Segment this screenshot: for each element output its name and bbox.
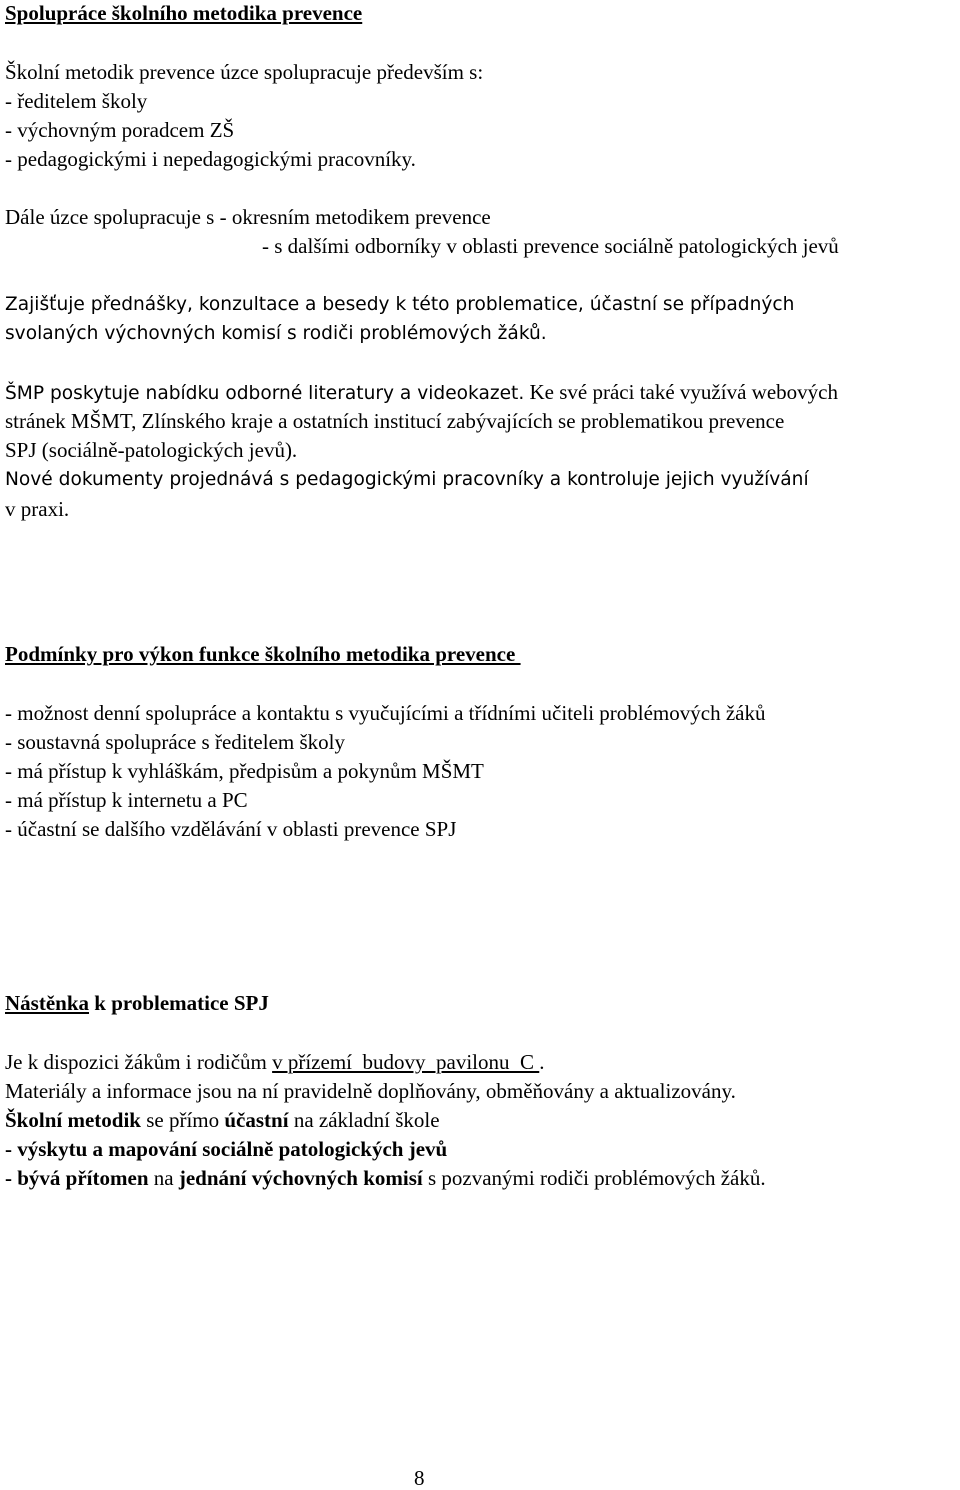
cooperation-item: - ředitelem školy <box>5 89 148 113</box>
lectures-paragraph-line: Zajišťuje přednášky, konzultace a besedy k této problematice, účastní se případných <box>5 294 795 315</box>
section-heading-cooperation: Spolupráce školního metodika prevence <box>5 1 363 25</box>
section-heading-noticeboard <box>5 991 269 1015</box>
participation-text: na <box>148 1166 179 1190</box>
literature-paragraph-line <box>5 380 838 406</box>
condition-item: - účastní se dalšího vzdělávání v oblasti prevence SPJ <box>5 817 457 841</box>
participation-text: s pozvanými rodiči problémových žáků. <box>422 1166 766 1190</box>
location-end: . <box>539 1050 545 1074</box>
cooperation-item: - pedagogickými i nepedagogickými pracovníky. <box>5 147 416 171</box>
literature-paragraph-line: SPJ (sociálně-patologických jevů). <box>5 438 298 462</box>
further-cooperation-line: Dále úzce spolupracuje s - okresním metodikem prevence <box>5 205 491 229</box>
section-heading-conditions: Podmínky pro výkon funkce školního metodika prevence <box>5 642 521 666</box>
participation-text: se přímo <box>140 1108 225 1132</box>
location-underlined: v přízemí budovy pavilonu C <box>272 1050 540 1074</box>
methodist-participation-line <box>5 1108 440 1132</box>
participation-text: na základní škole <box>288 1108 440 1132</box>
noticeboard-materials-line: Materiály a informace jsou na ní pravidelně doplňovány, obměňovány a aktualizovány. <box>5 1079 736 1103</box>
location-text: Je k dispozici žákům i rodičům <box>5 1050 273 1074</box>
cooperation-intro: Školní metodik prevence úzce spolupracuje především s: <box>5 60 484 84</box>
participation-item: - výskytu a mapování sociálně patologických jevů <box>5 1137 448 1161</box>
participation-item <box>5 1166 766 1190</box>
cooperation-item: - výchovným poradcem ZŠ <box>5 118 235 142</box>
noticeboard-heading-rest: k problematice SPJ <box>89 991 269 1015</box>
condition-item: - možnost denní spolupráce a kontaktu s vyučujícími a třídními učiteli problémových žáků <box>5 701 766 725</box>
noticeboard-word: Nástěnka <box>5 991 90 1015</box>
present-label: - bývá přítomen <box>5 1166 149 1190</box>
lectures-paragraph-line: svolaných výchovných komisí s rodiči problémových žáků. <box>5 323 547 344</box>
participates-label: účastní <box>224 1108 289 1132</box>
noticeboard-location-line <box>5 1050 545 1074</box>
web-usage-sentence: Ke své práci také využívá webových <box>524 380 838 404</box>
methodist-label: Školní metodik <box>5 1108 141 1132</box>
page-number: 8 <box>414 1466 425 1490</box>
literature-sentence: ŠMP poskytuje nabídku odborné literatury a videokazet. <box>5 383 525 404</box>
documents-paragraph-line: Nové dokumenty projednává s pedagogickými pracovníky a kontroluje jejich využívání <box>5 469 809 490</box>
condition-item: - soustavná spolupráce s ředitelem školy <box>5 730 345 754</box>
condition-item: - má přístup k vyhláškám, předpisům a pokynům MŠMT <box>5 759 484 783</box>
literature-paragraph-line: stránek MŠMT, Zlínského kraje a ostatních institucí zabývajících se problematikou prevence <box>5 409 785 433</box>
committee-label: jednání výchovných komisí <box>178 1166 423 1190</box>
documents-paragraph-line: v praxi. <box>5 497 70 521</box>
further-cooperation-line: - s dalšími odborníky v oblasti prevence sociálně patologických jevů <box>262 234 839 258</box>
condition-item: - má přístup k internetu a PC <box>5 788 248 812</box>
